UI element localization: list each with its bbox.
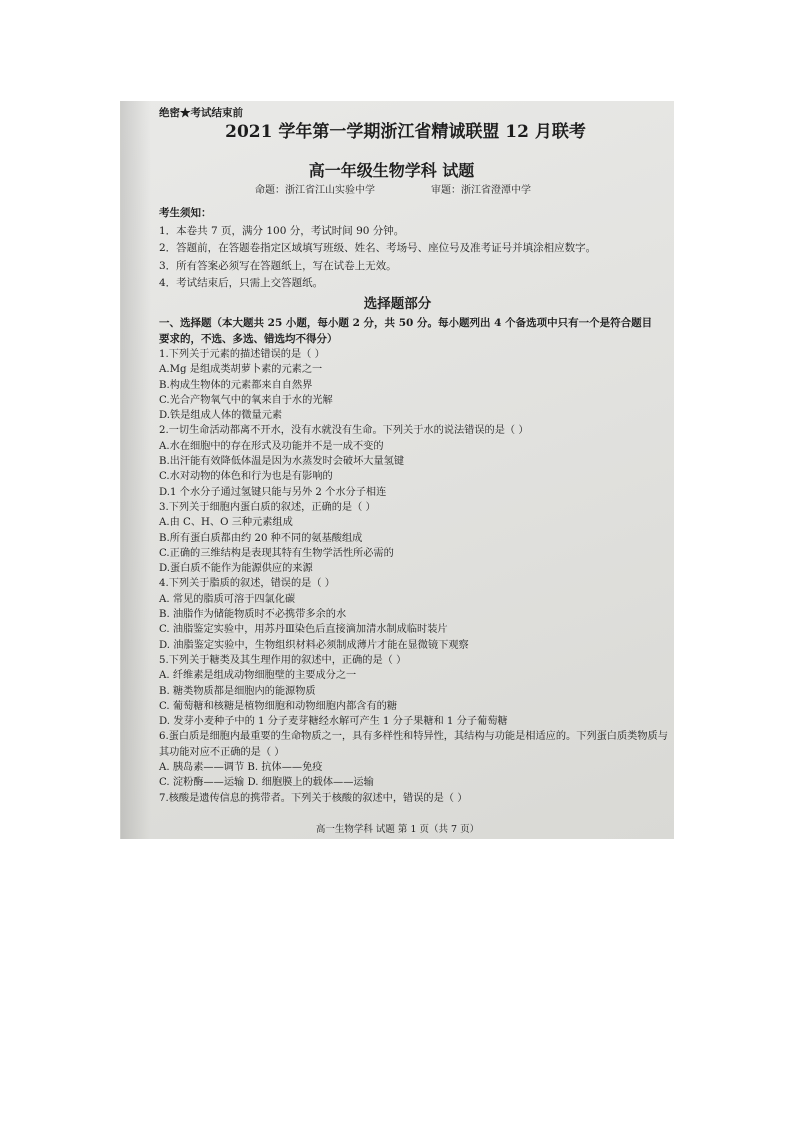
question-line: 1.下列关于元素的描述错误的是（ ） [159, 349, 325, 360]
reviewer: 审题：浙江省澄潭中学 [431, 185, 531, 196]
question-line: C.正确的三维结构是表现其特有生物学活性所必需的 [159, 547, 394, 559]
question-line: 5.下列关于糖类及其生理作用的叙述中，正确的是（ ） [159, 654, 407, 666]
notice-item: 3．所有答案必须写在答题纸上，写在试卷上无效。 [159, 259, 397, 272]
question-line: 4.下列关于脂质的叙述，错误的是（ ） [159, 578, 335, 590]
question-line: C. 淀粉酶——运输 D. 细胞膜上的载体——运输 [159, 777, 374, 789]
page-footer: 高一生物学科 试题 第 1 页（共 7 页） [315, 824, 480, 835]
exam-title: 2021 学年第一学期浙江省精诚联盟 12 月联考 [225, 122, 586, 142]
question-line: A.Mg 是组成类胡萝卜素的元素之一 [159, 364, 323, 376]
question-line: A. 胰岛素——调节 B. 抗体——免疫 [159, 762, 323, 774]
question-line: D.1 个水分子通过氢键只能与另外 2 个水分子相连 [159, 486, 387, 498]
question-line: C.水对动物的体色和行为也是有影响的 [159, 471, 333, 483]
question-line: A. 纤维素是组成动物细胞壁的主要成分之一 [159, 670, 357, 682]
notice-heading: 考生须知： [159, 207, 212, 219]
section-intro: 一、选择题（本大题共 25 小题，每小题 2 分，共 50 分。每小题列出 4 个备选项中只有一个是符合题目要求的，不选、多选、错选均不得分） [159, 317, 653, 345]
exam-subtitle: 高一年级生物学科 试题 [308, 161, 475, 180]
question-line: D. 油脂鉴定实验中，生物组织材料必须制成薄片才能在显微镜下观察 [159, 639, 469, 651]
question-line: C. 葡萄糖和核糖是植物细胞和动物细胞内都含有的糖 [159, 700, 398, 712]
question-line: A. 常见的脂质可溶于四氯化碳 [159, 593, 296, 605]
section-title: 选择题部分 [363, 296, 432, 312]
question-line: C. 油脂鉴定实验中，用苏丹Ⅲ染色后直接滴加清水制成临时装片 [159, 624, 448, 636]
question-list [159, 347, 674, 806]
question-line: 7.核酸是遗传信息的携带者。下列关于核酸的叙述中，错误的是（ ） [159, 792, 468, 804]
notice-item: 2．答题前，在答题卷指定区域填写班级、姓名、考场号、座位号及准考证号并填涂相应数字。 [159, 242, 597, 254]
question-line: A.水在细胞中的存在形式及功能并不是一成不变的 [159, 440, 384, 452]
question-line: B. 糖类物质都是细胞内的能源物质 [159, 685, 316, 697]
notice-block [159, 205, 596, 293]
question-line: 3.下列关于细胞内蛋白质的叙述，正确的是（ ） [159, 501, 376, 513]
notice-item: 1．本卷共 7 页，满分 100 分，考试时间 90 分钟。 [159, 224, 405, 237]
author: 命题：浙江省江山实验中学 [255, 185, 375, 196]
author-line [255, 181, 531, 196]
question-line: 6.蛋白质是细胞内最重要的生命物质之一，具有多样性和特异性，其结构与功能是相适应的。下列蛋白质类物质与其功能对应不正确的是（ ） [159, 731, 668, 758]
page-shadow [121, 101, 151, 839]
question-line: D.蛋白质不能作为能源供应的来源 [159, 563, 313, 575]
question-line: D. 发芽小麦种子中的 1 分子麦芽糖经水解可产生 1 分子果糖和 1 分子葡萄糖 [159, 716, 508, 728]
notice-item: 4．考试结束后，只需上交答题纸。 [159, 277, 324, 289]
question-line: B. 油脂作为储能物质时不必携带多余的水 [159, 609, 347, 621]
question-line: D.铁是组成人体的微量元素 [159, 410, 283, 422]
question-line: B.构成生物体的元素都来自自然界 [159, 379, 313, 391]
scanned-exam-page [120, 101, 674, 839]
question-line: B.所有蛋白质都由约 20 种不同的氨基酸组成 [159, 532, 363, 544]
confidential-label: 绝密★考试结束前 [159, 107, 243, 119]
question-line: A.由 C、H、O 三种元素组成 [159, 517, 293, 529]
question-line: C.光合产物氧气中的氧来自于水的光解 [159, 394, 333, 406]
question-line: B.出汗能有效降低体温是因为水蒸发时会破坏大量氢键 [159, 456, 405, 468]
question-line: 2.一切生命活动都离不开水，没有水就没有生命。下列关于水的说法错误的是（ ） [159, 425, 529, 437]
